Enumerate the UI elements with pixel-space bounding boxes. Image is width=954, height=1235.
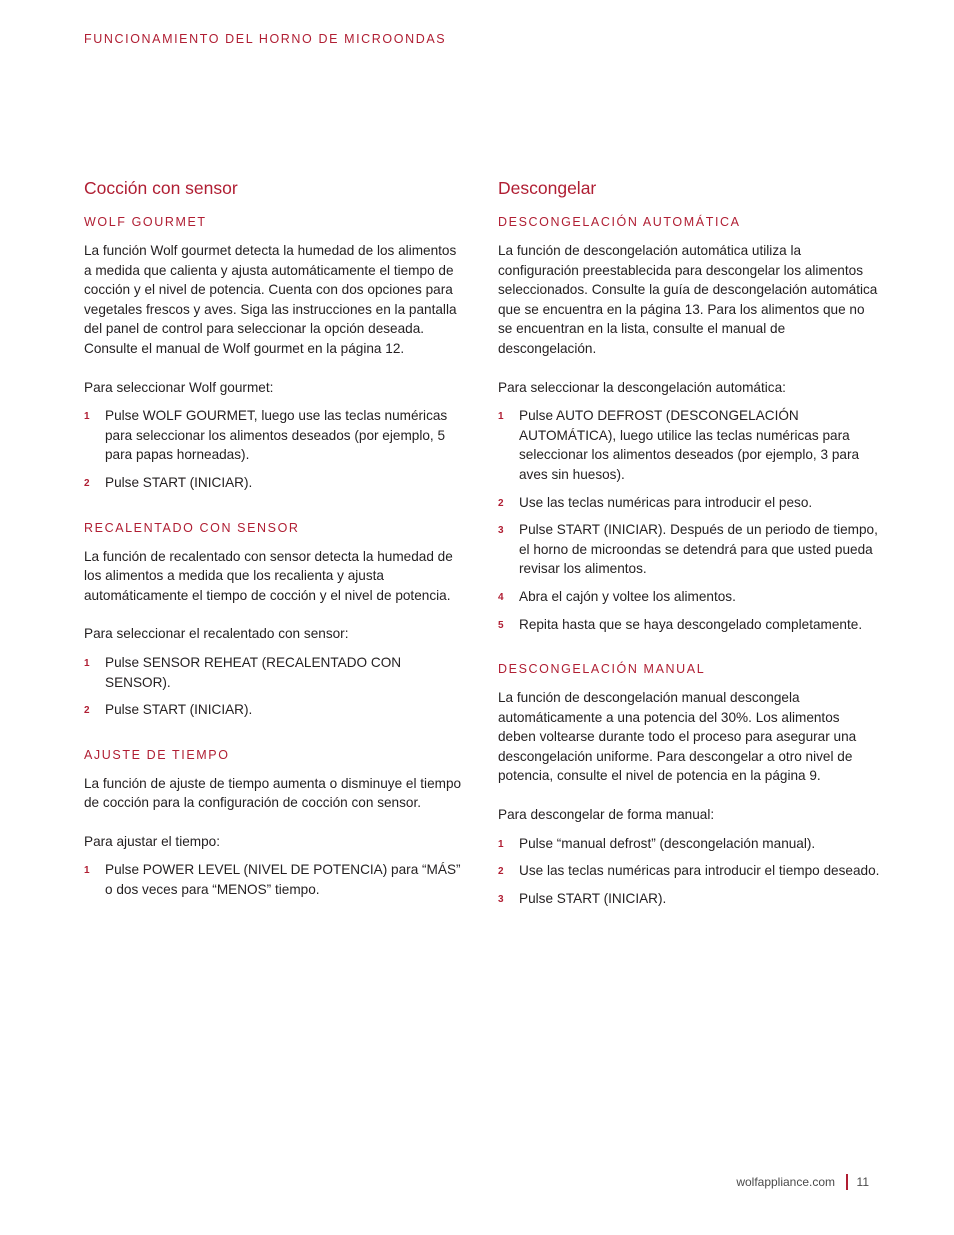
section-paragraph: La función de descongelación manual descongela automáticamente a una potencia del 30%. Los alimentos deben voltearse durante todo el proceso para asegurar una descongelación uniforme. Para descongelar a otro nivel de potencia, consulte el nivel de potencia en la página 9. (498, 690, 857, 784)
step-text: Pulse POWER LEVEL (NIVEL DE POTENCIA) para “MÁS” o dos veces para “MENOS” tiempo. (105, 862, 461, 898)
step-item (498, 615, 880, 635)
step-text: Pulse “manual defrost” (descongelación manual). (519, 835, 816, 851)
step-number: 1 (498, 838, 504, 850)
step-item (498, 587, 880, 607)
step-item (84, 653, 466, 692)
column-heading: Cocción con sensor (84, 178, 238, 198)
step-number: 3 (498, 893, 504, 905)
step-text: Pulse AUTO DEFROST (DESCONGELACIÓN AUTOMÁTICA), luego utilice las teclas numéricas para seleccionar los alimentos deseados (por ejemplo, 3 para aves sin huesos). (519, 408, 860, 482)
step-number: 2 (498, 866, 504, 878)
instruction-lead: Para seleccionar el recalentado con sensor: (84, 626, 349, 642)
instruction-lead: Para ajustar el tiempo: (84, 833, 221, 849)
page-number: 11 (856, 1175, 869, 1189)
section-manual-defrost (498, 662, 880, 908)
step-item (498, 834, 880, 854)
step-item (84, 700, 466, 720)
section-auto-defrost (498, 215, 880, 634)
step-number: 1 (498, 411, 504, 423)
section-paragraph: La función Wolf gourmet detecta la humedad de los alimentos a medida que calienta y ajusta automáticamente el tiempo de cocción y el nivel de potencia. Cuenta con dos opciones para vegetales frescos y aves. Siga las instrucciones en la pantalla del panel de control para seleccionar la opción deseada. Consulte el manual de Wolf gourmet en la página 12. (84, 243, 457, 356)
section-time-adjust (84, 748, 466, 900)
section-paragraph: La función de descongelación automática utiliza la configuración preestablecida para descongelar los alimentos seleccionados. Consulte la guía de descongelación automática que se encuentra en la página 13. Para los alimentos que no se encuentran en la lista, consulte el manual de descongelación. (498, 243, 878, 356)
section-title: WOLF GOURMET (84, 215, 207, 229)
step-text: Pulse WOLF GOURMET, luego use las teclas numéricas para seleccionar los alimentos deseados (por ejemplo, 5 para papas horneadas). (105, 408, 448, 463)
section-title: RECALENTADO CON SENSOR (84, 520, 300, 535)
step-text: Pulse START (INICIAR). (105, 474, 253, 490)
step-number: 1 (84, 865, 90, 877)
step-number: 3 (498, 525, 504, 537)
step-text: Pulse SENSOR REHEAT (RECALENTADO CON SENSOR). (105, 654, 402, 690)
step-number: 1 (84, 411, 90, 423)
step-number: 1 (84, 657, 90, 669)
step-number: 2 (498, 497, 504, 509)
step-number: 4 (498, 591, 504, 603)
step-list (84, 653, 466, 720)
step-item (498, 406, 880, 484)
step-list (84, 860, 466, 899)
section-title: AJUSTE DE TIEMPO (84, 747, 230, 762)
right-column (498, 178, 880, 936)
section-wolf-gourmet (84, 215, 466, 493)
step-text: Repita hasta que se haya descongelado completamente. (519, 616, 863, 632)
step-item (84, 860, 466, 899)
section-sensor-reheat (84, 521, 466, 720)
step-item (84, 473, 466, 493)
instruction-lead: Para descongelar de forma manual: (498, 807, 715, 823)
running-header: FUNCIONAMIENTO DEL HORNO DE MICROONDAS (84, 32, 447, 46)
step-item (498, 520, 880, 579)
step-text: Pulse START (INICIAR). (105, 702, 253, 718)
section-title: DESCONGELACIÓN AUTOMÁTICA (498, 215, 741, 229)
step-text: Use las teclas numéricas para introducir el tiempo deseado. (519, 863, 880, 879)
left-column (84, 178, 466, 928)
footer-divider (846, 1174, 848, 1190)
footer-website: wolfappliance.com (736, 1175, 836, 1189)
step-item (498, 889, 880, 909)
step-list (498, 406, 880, 634)
step-text: Pulse START (INICIAR). Después de un periodo de tiempo, el horno de microondas se detendrá para que usted pueda revisar los alimentos. (519, 522, 878, 577)
instruction-lead: Para seleccionar Wolf gourmet: (84, 379, 274, 395)
step-text: Use las teclas numéricas para introducir el peso. (519, 494, 813, 510)
section-title: DESCONGELACIÓN MANUAL (498, 662, 706, 677)
step-text: Pulse START (INICIAR). (519, 890, 667, 906)
instruction-lead: Para seleccionar la descongelación automática: (498, 379, 786, 395)
step-item (84, 406, 466, 465)
step-number: 2 (84, 477, 90, 489)
step-list (84, 406, 466, 492)
section-paragraph: La función de ajuste de tiempo aumenta o disminuye el tiempo de cocción para la configuración de cocción con sensor. (84, 775, 462, 811)
step-item (498, 493, 880, 513)
step-list (498, 834, 880, 909)
step-number: 5 (498, 619, 504, 631)
step-number: 2 (84, 705, 90, 717)
step-item (498, 861, 880, 881)
page-footer (736, 1174, 869, 1190)
column-heading: Descongelar (498, 178, 597, 198)
section-paragraph: La función de recalentado con sensor detecta la humedad de los alimentos a medida que los recalienta y ajusta automáticamente el tiempo de cocción y el nivel de potencia. (84, 548, 453, 603)
step-text: Abra el cajón y voltee los alimentos. (519, 588, 736, 604)
